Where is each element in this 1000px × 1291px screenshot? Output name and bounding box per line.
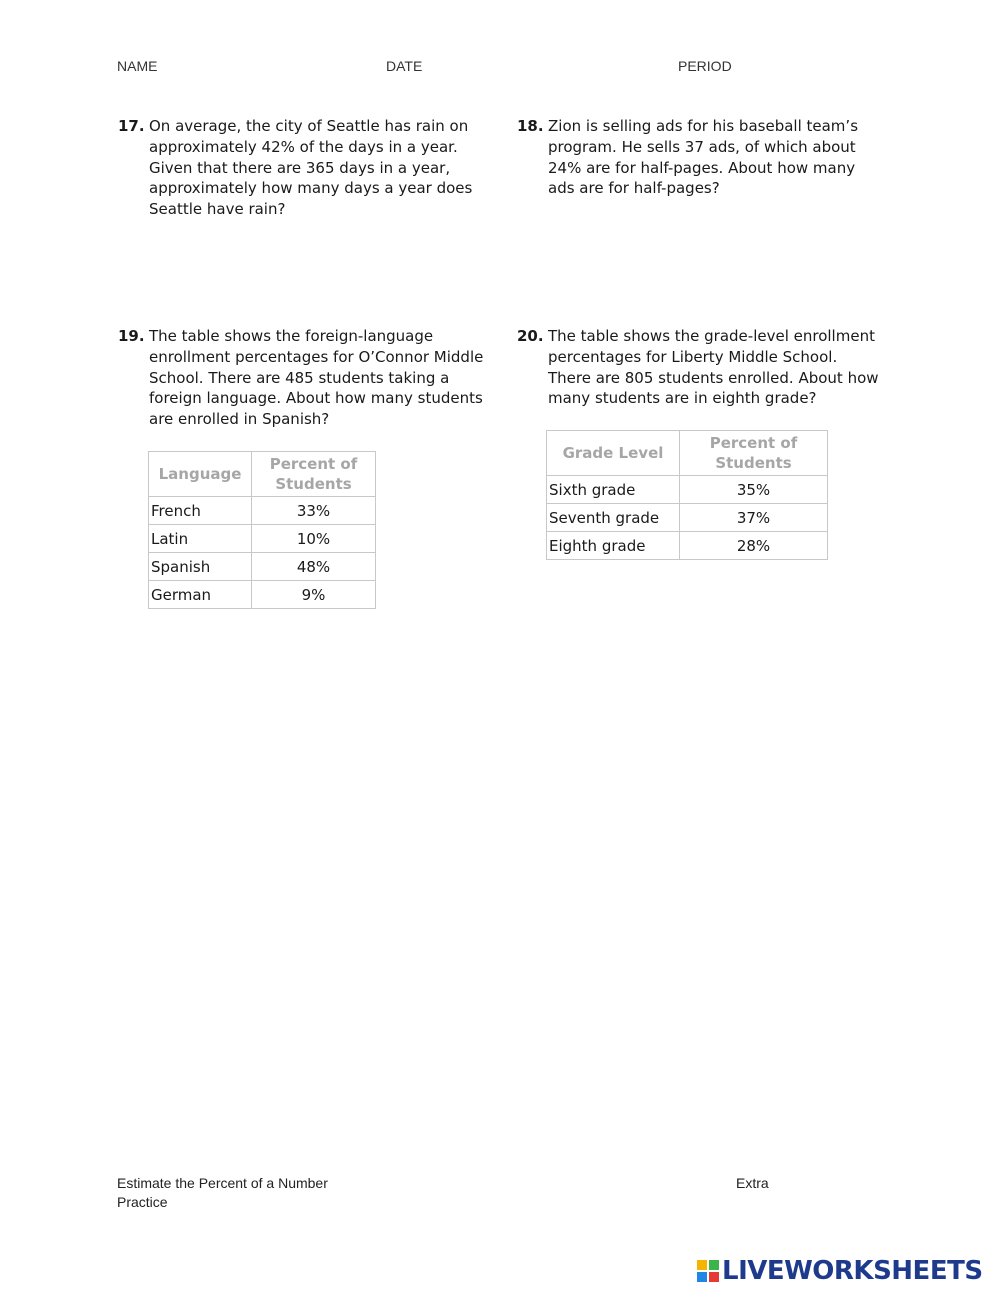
logo-mark-icon [697,1260,719,1282]
question-number: 18. [517,117,544,135]
table-cell: German [149,581,252,609]
question-text: On average, the city of Seattle has rain on approximately 42% of the days in a year. Given that there are 365 days in a year, approximately how many days a year does Seattle have rain? [149,117,473,219]
table-row [547,504,828,532]
table-cell: Sixth grade [547,476,680,504]
logo-square-v [697,1272,707,1282]
question-text: The table shows the foreign-language enrollment percentages for O’Connor Middle School. There are 485 students taking a foreign language. About how many students are enrolled in Spanish? [149,327,484,429]
footer-title-line: Estimate the Percent of a Number [117,1175,328,1191]
liveworksheets-logo [697,1255,983,1287]
table-cell: 9% [252,581,376,609]
logo-square-i [709,1260,719,1270]
table-cell: Spanish [149,553,252,581]
table-row [547,532,828,560]
date-label: DATE [386,58,423,74]
question-17 [118,116,499,220]
grade-level-table [546,430,828,560]
table-cell: Seventh grade [547,504,680,532]
language-table [148,451,376,609]
table-cell: 48% [252,553,376,581]
question-number: 17. [118,117,145,135]
table-row [149,553,376,581]
table-row [547,476,828,504]
table-header-row [547,431,828,476]
table-row [149,581,376,609]
table-cell: Eighth grade [547,532,680,560]
table-cell: 33% [252,497,376,525]
question-text: The table shows the grade-level enrollment percentages for Liberty Middle School. There are 805 students enrolled. About how many students are in eighth grade? [548,327,879,408]
table-cell: 28% [680,532,828,560]
logo-text: LIVEWORKSHEETS [722,1256,983,1286]
footer-title [117,1174,328,1212]
column-header: Percent of Students [680,431,828,476]
name-label: NAME [117,58,158,74]
period-label: PERIOD [678,58,732,74]
column-header: Percent of Students [252,452,376,497]
logo-square-e [709,1272,719,1282]
question-18 [517,116,883,199]
footer-extra: Extra [736,1175,769,1191]
question-number: 19. [118,327,145,345]
table-cell: 10% [252,525,376,553]
question-19 [118,326,499,430]
table-cell: French [149,497,252,525]
question-number: 20. [517,327,544,345]
column-header: Grade Level [547,431,680,476]
table-row [149,497,376,525]
column-header: Language [149,452,252,497]
table-cell: Latin [149,525,252,553]
table-cell: 35% [680,476,828,504]
question-20 [517,326,883,409]
table-header-row [149,452,376,497]
table-cell: 37% [680,504,828,532]
footer-title-line: Practice [117,1194,168,1210]
question-text: Zion is selling ads for his baseball team’s program. He sells 37 ads, of which about 24% are for half-pages. About how many ads are for half-pages? [548,117,859,198]
table-row [149,525,376,553]
logo-square-l [697,1260,707,1270]
